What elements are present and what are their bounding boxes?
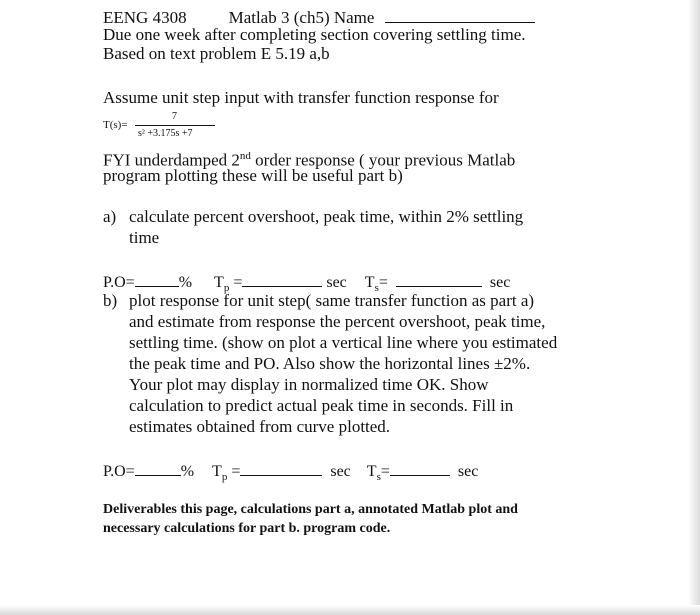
sec-unit-2a: sec: [489, 274, 511, 291]
part-b-line-2: and estimate from response the percent overshoot, peak time,: [129, 312, 546, 331]
po-blank-b[interactable]: [135, 459, 181, 476]
po-blank-a[interactable]: [135, 270, 179, 287]
ts-label-a: T: [364, 274, 375, 291]
part-b-line-6: calculation to predict actual peak time in seconds. Fill in: [129, 396, 514, 415]
ts-blank-b[interactable]: [390, 459, 450, 476]
fyi-text-a: FYI underdamped 2: [103, 150, 240, 170]
ts-blank-a[interactable]: [396, 270, 482, 287]
tp-blank-a[interactable]: [242, 270, 322, 287]
deliverables-line-2: necessary calculations for part b. program code.: [103, 521, 391, 536]
page-edge-shadow-bottom: [0, 605, 700, 615]
part-b-label: b): [103, 291, 118, 310]
based-on-line: Based on text problem E 5.19 a,b: [103, 44, 330, 63]
tp-equals-b: =: [227, 463, 241, 480]
name-label: Name: [333, 8, 375, 27]
po-label-a: P.O=: [103, 274, 135, 291]
ts-equals-b: =: [380, 463, 390, 480]
course-code: EENG 4308: [103, 8, 187, 27]
tf-fraction-bar: [135, 125, 215, 126]
sec-unit-2b: sec: [457, 463, 479, 480]
fyi-superscript: nd: [239, 150, 251, 162]
ts-subscript-b: s: [376, 471, 381, 484]
part-b-line-7: estimates obtained from curve plotted.: [129, 417, 391, 436]
part-a-label: a): [103, 207, 117, 226]
part-b-line-5: Your plot may display in normalized time OK. Show: [129, 375, 489, 394]
sec-unit-1b: sec: [330, 463, 351, 480]
tp-equals-a: =: [229, 274, 243, 291]
page-edge-shadow-right: [688, 0, 700, 615]
tp-label-b: T: [212, 463, 222, 480]
part-b-line-1: plot response for unit step( same transfer function as part a): [129, 291, 535, 310]
tf-label: T(s)=: [103, 119, 128, 131]
tp-subscript-a: p: [223, 282, 230, 295]
sec-unit-1a: sec: [326, 274, 347, 291]
ts-subscript-a: s: [374, 282, 379, 295]
tp-subscript-b: p: [221, 471, 228, 484]
fyi-line-2: program plotting these will be useful part b): [103, 166, 403, 185]
percent-sign-a: %: [178, 274, 193, 291]
due-line: Due one week after completing section covering settling time.: [103, 25, 526, 44]
part-b-line-4: the peak time and PO. Also show the horizontal lines ±2%.: [129, 354, 531, 373]
assignment-title: Matlab 3 (ch5): [228, 8, 330, 27]
ts-equals-a: =: [378, 274, 388, 291]
name-blank[interactable]: [385, 6, 535, 23]
po-label-b: P.O=: [103, 463, 135, 480]
deliverables-line-1: Deliverables this page, calculations part a, annotated Matlab plot and: [103, 502, 518, 517]
intro-line: Assume unit step input with transfer function response for: [103, 88, 499, 107]
tp-label-a: T: [214, 274, 224, 291]
part-b-line-3: settling time. (show on plot a vertical line where you estimated: [129, 333, 558, 352]
tf-denominator: s² +3.175s +7: [138, 128, 193, 139]
part-a-line-1: calculate percent overshoot, peak time, within 2% settling: [129, 207, 524, 226]
ts-label-b: T: [366, 463, 377, 480]
answers-b-row: [103, 459, 478, 487]
fyi-text-b: order response ( your previous Matlab: [250, 150, 516, 170]
tf-numerator: 7: [172, 111, 177, 122]
part-a-line-2: time: [129, 228, 160, 247]
tp-blank-b[interactable]: [240, 459, 322, 476]
percent-sign-b: %: [180, 463, 195, 480]
